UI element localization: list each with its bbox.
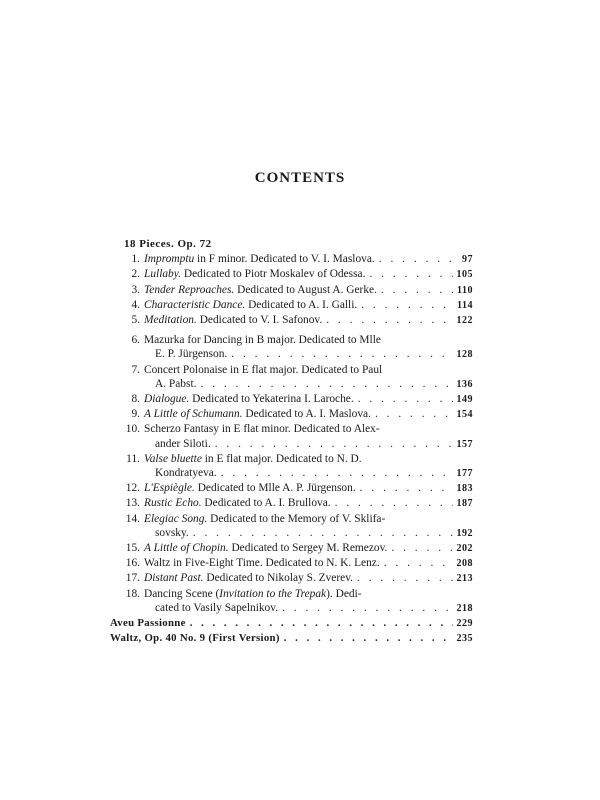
toc-entry-13[interactable]: [118, 496, 473, 511]
entry-title: L'Espiègle. Dedicated to Mlle A. P. Jürgenson.: [144, 482, 356, 495]
leader-dots: [215, 437, 453, 451]
entry-page: 218: [456, 602, 473, 614]
entry-page: 128: [456, 349, 473, 361]
entry-title: Characteristic Dance. Dedicated to A. I. Galli.: [144, 298, 358, 311]
entry-page: 192: [456, 527, 473, 539]
entry-title: A Little of Schumann. Dedicated to A. I. Maslova.: [144, 408, 371, 421]
leader-dots: [200, 377, 452, 391]
entry-title: Waltz in Five-Eight Time. Dedicated to N. K. Lenz.: [144, 557, 380, 570]
entry-title: Lullaby. Dedicated to Piotr Moskalev of Odessa.: [144, 268, 366, 281]
toc-entry-8[interactable]: [118, 392, 473, 407]
section-heading: 18 Pieces. Op. 72: [124, 238, 212, 250]
entry-title-continued: ander Siloti.: [155, 437, 211, 450]
entry-title: Elegiac Song. Dedicated to the Memory of V. Sklifa-: [144, 512, 386, 525]
leader-dots: [391, 541, 452, 555]
leader-dots: [381, 283, 453, 297]
toc-entry-17[interactable]: [118, 571, 473, 586]
leader-dots: [379, 252, 458, 266]
entry-number: 11.: [126, 452, 140, 465]
toc-entry-aveu-passionne[interactable]: [110, 616, 473, 631]
entry-title: Waltz, Op. 40 No. 9 (First Version): [110, 632, 280, 645]
entry-title: Meditation. Dedicated to V. I. Safonov.: [144, 314, 323, 327]
toc-entry-4[interactable]: [118, 298, 473, 313]
entry-page: 229: [456, 618, 473, 630]
entry-number: 15.: [125, 542, 140, 555]
entry-title: Rustic Echo. Dedicated to A. I. Brullova.: [144, 497, 331, 510]
entry-number: 13.: [125, 497, 140, 510]
toc-entry-9[interactable]: [118, 407, 473, 422]
leader-dots: [190, 616, 453, 630]
entry-title: Impromptu in F minor. Dedicated to V. I. Maslova.: [144, 253, 375, 266]
toc-entry-2[interactable]: [118, 267, 473, 282]
toc-entry-12[interactable]: [118, 481, 473, 496]
table-of-contents: [110, 237, 473, 646]
entry-page: 122: [456, 315, 473, 327]
entry-number: 3.: [131, 283, 140, 296]
toc-entry-waltz-op40[interactable]: [110, 631, 473, 646]
leader-dots: [369, 267, 452, 281]
entry-page: 110: [457, 284, 473, 296]
toc-entry-16[interactable]: [118, 556, 473, 571]
entry-title: Mazurka for Dancing in B major. Dedicated to Mlle: [144, 334, 381, 347]
toc-entry-3[interactable]: [118, 283, 473, 298]
entry-title: Concert Polonaise in E flat major. Dedicated to Paul: [144, 363, 383, 376]
entry-title-continued: cated to Vasily Sapelnikov.: [155, 601, 279, 614]
entry-number: 5.: [131, 314, 140, 327]
toc-entry-11[interactable]: [118, 452, 473, 481]
leader-dots: [358, 392, 453, 406]
toc-entry-15[interactable]: [118, 541, 473, 556]
entry-title: Dancing Scene (Invitation to the Trepak). Dedi-: [144, 587, 362, 600]
entry-title-continued: E. P. Jürgenson.: [155, 348, 228, 361]
entry-number: 12.: [125, 482, 140, 495]
entry-title-continued: sovsky.: [155, 526, 189, 539]
entry-page: 136: [456, 378, 473, 390]
entry-title-continued: Kondratyeva.: [155, 467, 217, 480]
toc-entry-1[interactable]: [118, 252, 473, 267]
entry-number: 7.: [131, 363, 140, 376]
entry-number: 18.: [125, 587, 140, 600]
toc-entry-10[interactable]: [118, 422, 473, 451]
leader-dots: [375, 407, 453, 421]
entry-number: 10.: [125, 423, 140, 436]
leader-dots: [360, 481, 453, 495]
leader-dots: [282, 601, 452, 615]
entry-number: 8.: [131, 393, 140, 406]
entry-page: 114: [457, 299, 473, 311]
entry-page: 183: [456, 483, 473, 495]
entry-title: Aveu Passionne: [110, 617, 186, 630]
page-title: CONTENTS: [254, 170, 346, 186]
entry-title-continued: A. Pabst.: [155, 377, 197, 390]
entry-number: 17.: [125, 572, 140, 585]
toc-entry-18[interactable]: [118, 587, 473, 616]
toc-entry-14[interactable]: [118, 512, 473, 541]
entry-page: 202: [456, 543, 473, 555]
entry-page: 97: [462, 254, 473, 266]
entry-number: 14.: [125, 512, 140, 525]
leader-dots: [326, 313, 452, 327]
leader-dots: [357, 571, 452, 585]
entry-page: 177: [456, 468, 473, 480]
entry-number: 4.: [131, 298, 140, 311]
leader-dots: [384, 556, 453, 570]
entry-page: 157: [456, 438, 473, 450]
leader-dots: [231, 347, 452, 361]
entry-title: Dialogue. Dedicated to Yekaterina I. Laroche.: [144, 393, 354, 406]
entry-page: 213: [456, 573, 473, 585]
leader-dots: [284, 631, 453, 645]
entry-title: A Little of Chopin. Dedicated to Sergey M. Remezov.: [144, 542, 388, 555]
entry-page: 208: [456, 558, 473, 570]
entry-title: Tender Reproaches. Dedicated to August A. Gerke.: [144, 283, 377, 296]
toc-entry-7[interactable]: [118, 363, 473, 392]
entry-number: 1.: [131, 253, 140, 266]
entry-number: 16.: [125, 557, 140, 570]
leader-dots: [361, 298, 453, 312]
entry-page: 235: [456, 633, 473, 645]
leader-dots: [193, 526, 453, 540]
entry-title: Scherzo Fantasy in E flat minor. Dedicated to Alex-: [144, 423, 380, 436]
entry-page: 105: [456, 269, 473, 281]
entry-page: 187: [456, 498, 473, 510]
leader-dots: [335, 496, 453, 510]
entry-number: 9.: [131, 408, 140, 421]
leader-dots: [221, 466, 453, 480]
toc-entry-6[interactable]: [118, 333, 473, 362]
entry-page: 154: [456, 409, 473, 421]
entry-title: Distant Past. Dedicated to Nikolay S. Zverev.: [144, 572, 354, 585]
entry-number: 2.: [131, 268, 140, 281]
entry-page: 149: [456, 394, 473, 406]
entry-title: Valse bluette in E flat major. Dedicated to N. D.: [144, 452, 362, 465]
toc-entry-5[interactable]: [118, 313, 473, 328]
entry-number: 6.: [131, 334, 140, 347]
